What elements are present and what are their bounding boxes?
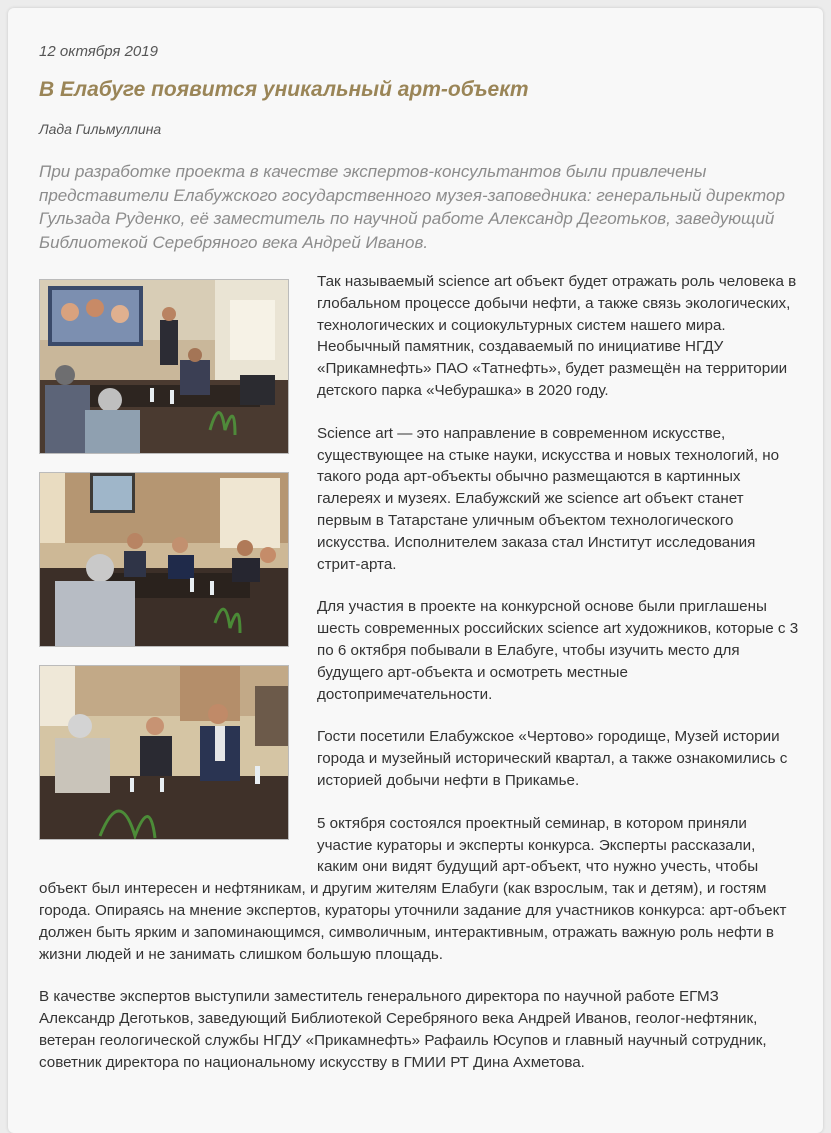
article-card (8, 8, 823, 1133)
article-author: Лада Гильмуллина (39, 121, 162, 137)
meeting-photo-3[interactable] (39, 665, 289, 840)
meeting-photo-1[interactable] (39, 279, 289, 454)
paragraph-1: Так называемый science art объект будет отражать роль человека в глобальном процессе добычи нефти, а также связь экологических, технологических и социокультурных систем нашего мира. Необычный памятник, создаваемый по инициативе НГДУ «Прикамнефть» ПАО «Татнефть», будет размещён на территории детского парка «Чебурашка» в 2020 году. (317, 273, 797, 399)
paragraph-4: Гости посетили Елабужское «Чертово» городище, Музей истории города и музейный исторический квартал, а также ознакомились с историей добычи нефти в Прикамье. (317, 728, 788, 789)
article-body (39, 271, 799, 1095)
photo-column (39, 279, 289, 858)
article-title[interactable]: В Елабуге появится уникальный арт-объект (39, 78, 529, 101)
meeting-photo-2[interactable] (39, 472, 289, 647)
article-date: 12 октября 2019 (39, 43, 158, 60)
article-lead: При разработке проекта в качестве экспертов-консультантов были привлечены представители Елабужского государственного музея-заповедника: генеральный директор Гульзада Руденко, её заместитель по научной работе Александр Деготьков, заведующий Библиотекой Серебряного века Андрей Иванов. (39, 162, 785, 252)
paragraph-6: В качестве экспертов выступили заместитель генерального директора по научной работе ЕГМЗ Александр Деготьков, заведующий Библиотекой Серебряного века Андрей Иванов, геолог-нефтяник, ветеран геологической службы НГДУ «Прикамнефть» Рафаиль Юсупов и главный научный сотрудник, советник директора по национальному искусству в ГМИИ РТ Дина Ахметова. (39, 988, 767, 1071)
paragraph-3: Для участия в проекте на конкурсной основе были приглашены шесть современных российских science art художников, которые с 3 по 6 октября побывали в Елабуге, чтобы изучить место для будущего арт-объекта и осмотреть местные достопримечательности. (317, 598, 799, 703)
paragraph-5: 5 октября состоялся проектный семинар, в котором приняли участие кураторы и эксперты конкурса. Эксперты рассказали, каким они видят будущий арт-объект, что нужно учесть, чтобы объект был интересен и нефтяникам, и другим жителям Елабуги (как взрослым, так и детям), и гостям города. Опираясь на мнение экспертов, кураторы уточнили задание для участников конкурса: арт-объект должен быть ярким и запоминающимся, символичным, интерактивным, отражать важную роль нефти в жизни людей и не занимать слишком большую площадь. (39, 814, 787, 963)
paragraph-2: Science art — это направление в современном искусстве, существующее на стыке науки, искусства и новых технологий, но такого рода арт-объекты обычно размещаются в картинных галереях и музеях. Елабужский же science art объект станет первым в Татарстане уличным объектом технологического искусства. Исполнителем заказа стал Институт исследования стрит-арта. (317, 424, 780, 573)
